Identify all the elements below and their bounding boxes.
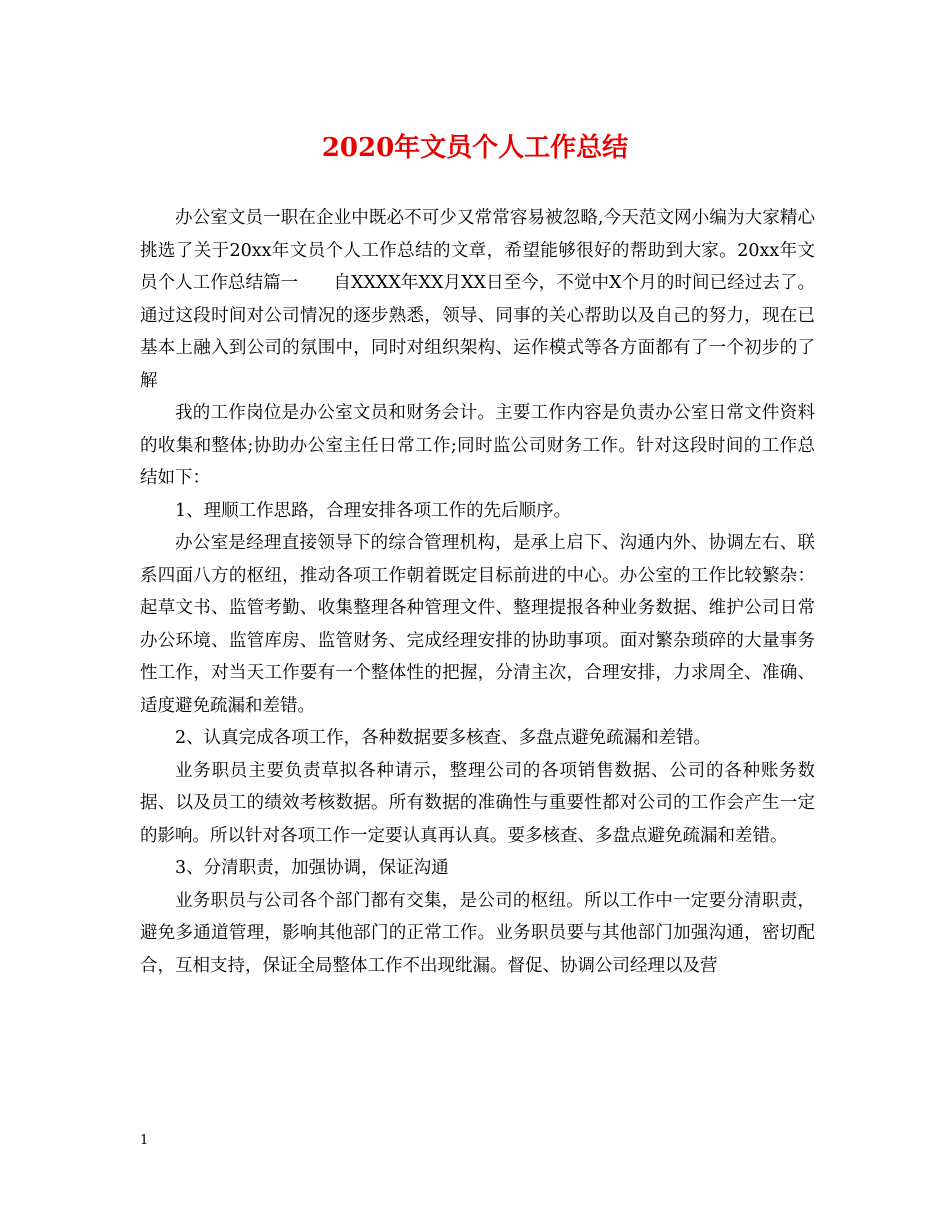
section-heading-1: 1、理顺工作思路，合理安排各项工作的先后顺序。	[175, 500, 572, 521]
document-title: 2020年文员个人工作总结	[321, 133, 629, 163]
page-number: 1	[140, 1133, 149, 1148]
paragraph-job-position: 我的工作岗位是办公室文员和财务会计。主要工作内容是负责办公室日常文件资料的收集和整体;协助办公室主任日常工作;同时监公司财务工作。针对这段时间的工作总结如下：	[140, 403, 815, 488]
document-body	[140, 202, 815, 982]
paragraph-coordination: 业务职员与公司各个部门都有交集，是公司的枢纽。所以工作中一定要分清职责，避免多通道管理，影响其他部门的正常工作。业务职员要与其他部门加强沟通，密切配合，互相支持，保证全局整体工作不出现纰漏。督促、协调公司经理以及营	[140, 890, 815, 976]
paragraph-office-duties: 办公室是经理直接领导下的综合管理机构，是承上启下、沟通内外、协调左右、联系四面八方的枢纽，推动各项工作朝着既定目标前进的中心。办公室的工作比较繁杂：起草文书、监管考勤、收集整理各种管理文件、整理提报各种业务数据、维护公司日常办公环境、监管库房、监管财务、完成经理安排的协助事项。面对繁杂琐碎的大量事务性工作，对当天工作要有一个整体性的把握，分清主次，合理安排，力求周全、准确、适度避免疏漏和差错。	[140, 533, 815, 716]
paragraph-data-accuracy: 业务职员主要负责草拟各种请示，整理公司的各项销售数据、公司的各种账务数据、以及员工的绩效考核数据。所有数据的准确性与重要性都对公司的工作会产生一定的影响。所以针对各项工作一定要认真再认真。要多核查、多盘点避免疏漏和差错。	[140, 760, 815, 846]
section-heading-3: 3、分清职责，加强协调，保证沟通	[175, 858, 449, 878]
paragraph-intro: 办公室文员一职在企业中既必不可少又常常容易被忽略,今天范文网小编为大家精心挑选了关于20xx年文员个人工作总结的文章，希望能够很好的帮助到大家。20xx年文员个人工作总结篇一 自XXXX年XX月XX日至今，不觉中X个月的时间已经过去了。通过这段时间对公司情况的逐步熟悉，领导、同事的关心帮助以及自己的努力，现在已基本上融入到公司的氛围中，同时对组织架构、运作模式等各方面都有了一个初步的了解	[140, 208, 815, 391]
section-heading-2: 2、认真完成各项工作，各种数据要多核查、多盘点避免疏漏和差错。	[175, 728, 712, 748]
